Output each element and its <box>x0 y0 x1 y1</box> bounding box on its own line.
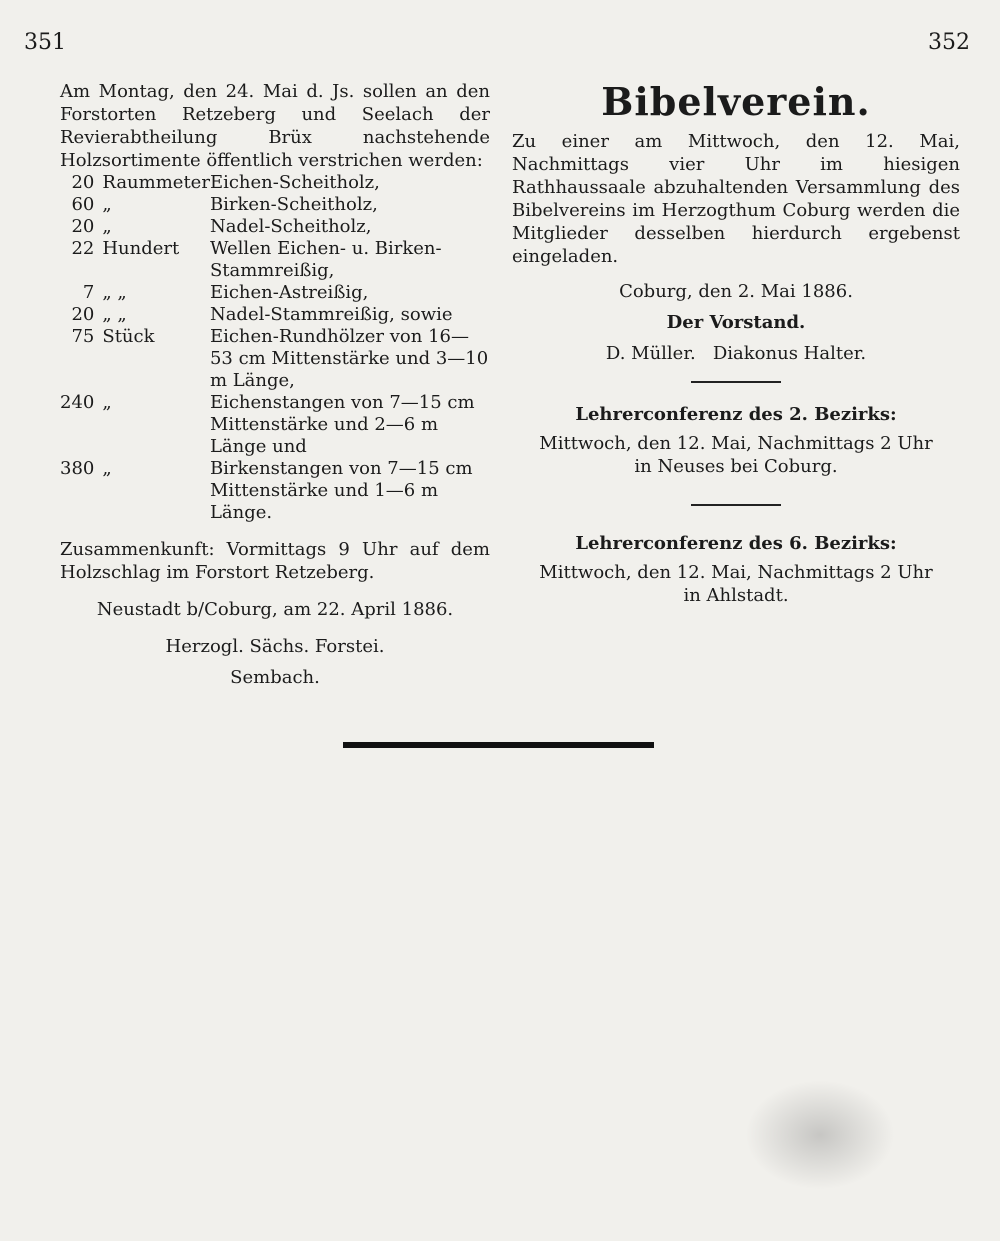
item-quantity: 240 <box>60 392 95 413</box>
timber-auction-notice <box>60 80 490 689</box>
item-unit: „ <box>102 458 112 479</box>
section-rule <box>343 742 654 748</box>
conference-2-place: in Neuses bei Coburg. <box>634 456 838 477</box>
item-quantity: 20 <box>71 172 95 193</box>
item-quantity: 20 <box>71 304 95 325</box>
item-description: Eichen-Astreißig, <box>209 282 369 303</box>
timber-item-row <box>60 326 490 392</box>
item-description: Birkenstangen von 7—15 cm Mittenstärke und 1—6 m Länge. <box>209 458 473 523</box>
timber-item-row <box>60 216 490 238</box>
item-description: Eichen-Scheitholz, <box>209 172 380 193</box>
timber-item-row <box>60 172 490 194</box>
timber-item-row <box>60 392 490 458</box>
item-unit: „ „ <box>102 282 127 303</box>
item-quantity: 75 <box>71 326 95 347</box>
bibelverein-signers: D. Müller. Diakonus Halter. <box>605 343 867 364</box>
bibelverein-title: Bibelverein. <box>601 79 871 124</box>
item-description: Eichenstangen von 7—15 cm Mittenstärke und 2—6 m Länge und <box>209 392 475 457</box>
item-unit: Raummeter <box>102 172 210 193</box>
item-unit: „ <box>102 216 112 237</box>
auction-authority: Herzogl. Sächs. Forstei. <box>165 636 385 657</box>
item-unit: Hundert <box>102 238 180 259</box>
timber-item-row <box>60 282 490 304</box>
page-number-right: 352 <box>928 30 970 55</box>
bibelverein-body: Zu einer am Mittwoch, den 12. Mai, Nachmittags vier Uhr im hiesigen Rathhaussaale abzuhaltenden Versammlung des Bibelvereins im Herzogthum Coburg werden die Mitglieder desselben hierdurch ergebenst eingeladen. <box>512 131 960 267</box>
item-quantity: 20 <box>71 216 95 237</box>
item-quantity: 7 <box>82 282 95 303</box>
item-unit: „ <box>102 392 112 413</box>
bibelverein-board: Der Vorstand. <box>666 312 806 333</box>
timber-item-row <box>60 304 490 326</box>
item-description: Nadel-Stammreißig, sowie <box>209 304 453 325</box>
right-column <box>512 80 960 607</box>
meeting-point: Zusammenkunft: Vormittags 9 Uhr auf dem Holzschlag im Forstort Retzeberg. <box>60 539 490 583</box>
conference-6-place: in Ahlstadt. <box>683 585 789 606</box>
item-description: Nadel-Scheitholz, <box>209 216 372 237</box>
conference-6-date: Mittwoch, den 12. Mai, Nachmittags 2 Uhr <box>539 562 933 583</box>
auction-signature: Sembach. <box>230 667 320 688</box>
item-quantity: 22 <box>71 238 95 259</box>
conference-2-heading: Lehrerconferenz des 2. Bezirks: <box>575 404 897 425</box>
conference-2-date: Mittwoch, den 12. Mai, Nachmittags 2 Uhr <box>539 433 933 454</box>
item-unit: Stück <box>102 326 155 347</box>
item-description: Birken-Scheitholz, <box>209 194 378 215</box>
auction-place-date: Neustadt b/Coburg, am 22. April 1886. <box>96 599 454 620</box>
timber-item-row <box>60 458 490 524</box>
item-quantity: 380 <box>60 458 95 479</box>
page-number-left: 351 <box>24 30 66 55</box>
item-description: Wellen Eichen- u. Birken-Stammreißig, <box>209 238 442 281</box>
timber-item-row <box>60 194 490 216</box>
item-quantity: 60 <box>71 194 95 215</box>
auction-intro: Am Montag, den 24. Mai d. Js. sollen an den Forstorten Retzeberg und Seelach der Revierabtheilung Brüx nachstehende Holzsortimente öffentlich verstrichen werden: <box>60 81 490 171</box>
timber-item-row <box>60 238 490 282</box>
conference-6-heading: Lehrerconferenz des 6. Bezirks: <box>575 533 897 554</box>
paper-stain <box>745 1080 895 1190</box>
item-description: Eichen-Rundhölzer von 16—53 cm Mittenstärke und 3—10 m Länge, <box>209 326 489 391</box>
timber-items-table <box>60 172 490 524</box>
item-unit: „ „ <box>102 304 127 325</box>
bibelverein-place-date: Coburg, den 2. Mai 1886. <box>619 281 853 302</box>
item-unit: „ <box>102 194 112 215</box>
